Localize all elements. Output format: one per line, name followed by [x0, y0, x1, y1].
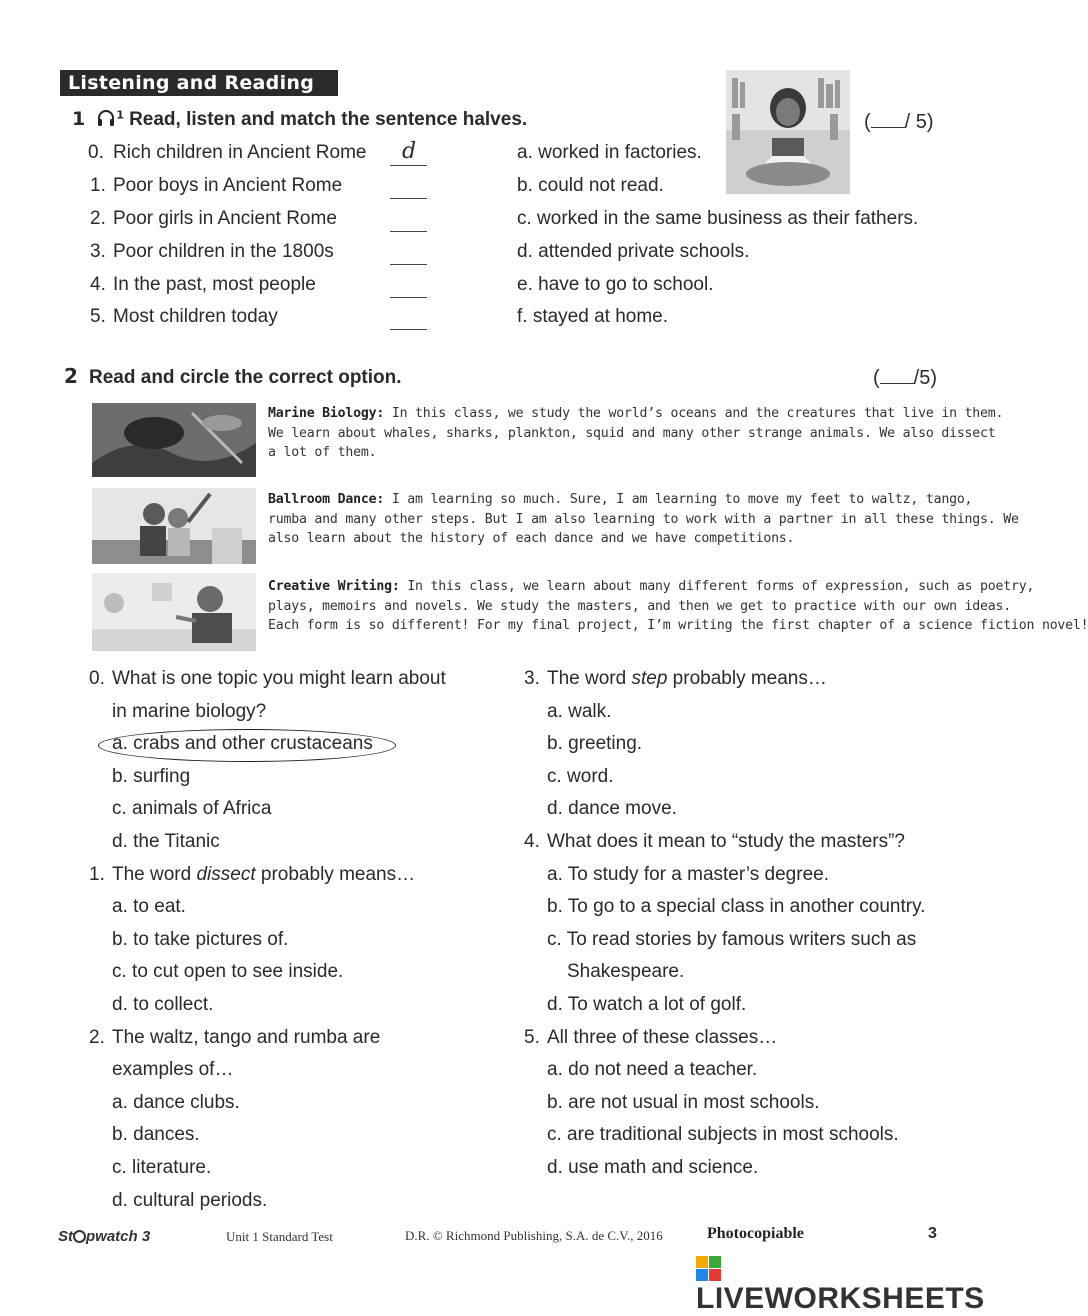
answer-option[interactable]: c. to cut open to see inside.	[112, 961, 344, 983]
match-item-left: In the past, most people	[113, 274, 316, 295]
example-answer-circle	[98, 729, 396, 762]
question-stem-text: probably means…	[255, 863, 416, 885]
audio-track-number: 1	[116, 108, 124, 122]
match-item-right: d. attended private schools.	[517, 241, 750, 262]
match-item-right: f. stayed at home.	[517, 306, 669, 327]
answer-option[interactable]: b. surfing	[112, 765, 191, 787]
question-stem: What is one topic you might learn about	[112, 668, 446, 689]
question-stem: The waltz, tango and rumba are	[112, 1026, 381, 1048]
footer-copyright: D.R. © Richmond Publishing, S.A. de C.V., 2016	[405, 1228, 663, 1243]
match-item-left: Most children today	[113, 306, 278, 327]
answer-option[interactable]: d. the Titanic	[112, 831, 220, 852]
match-item-number: 3.	[90, 241, 106, 262]
match-item-number: 1.	[90, 175, 106, 196]
match-item-number: 0.	[88, 142, 104, 163]
reading-paragraph	[268, 490, 1019, 549]
reading-text: In this class, we learn about many different forms of expression, such as poetry,	[399, 579, 1035, 594]
question-number: 2.	[89, 1026, 105, 1048]
answer-option[interactable]: d. To watch a lot of golf.	[547, 994, 747, 1015]
question-number: 5.	[524, 1026, 540, 1048]
example-answer: d	[402, 139, 417, 164]
exercise-1-heading	[72, 108, 527, 131]
question-stem: examples of…	[112, 1059, 234, 1081]
answer-option[interactable]: b. To go to a special class in another country.	[547, 896, 926, 918]
match-item-number: 2.	[90, 208, 106, 229]
reading-text: I am learning so much. Sure, I am learning to move my feet to waltz, tango,	[384, 492, 973, 507]
match-item-right: a. worked in factories.	[517, 142, 702, 163]
answer-option[interactable]: c. To read stories by famous writers such as	[547, 928, 917, 950]
answer-blank[interactable]	[390, 277, 427, 298]
answer-option[interactable]: d. dance move.	[547, 798, 677, 820]
answer-option[interactable]: Shakespeare.	[567, 961, 685, 983]
reading-line	[268, 616, 1088, 636]
reading-line	[268, 424, 996, 444]
answer-option[interactable]: a. dance clubs.	[112, 1091, 240, 1113]
question-number: 3.	[524, 668, 540, 689]
answer-option[interactable]: b. greeting.	[547, 733, 643, 755]
question-number: 4.	[524, 831, 540, 852]
stopwatch-icon	[73, 1230, 86, 1243]
answer-option[interactable]: c. word.	[547, 765, 614, 787]
stopwatch-logo: St pwatch 3	[58, 1228, 151, 1245]
score-blank[interactable]	[880, 365, 914, 384]
reading-title: Marine Biology:	[268, 406, 385, 421]
match-item-number: 5.	[90, 306, 106, 327]
answer-option[interactable]: a. To study for a master’s degree.	[547, 863, 829, 885]
answer-blank[interactable]	[390, 309, 427, 330]
question-stem: What does it mean to “study the masters”?	[547, 831, 905, 852]
student-photo	[726, 70, 850, 194]
reading-text: In this class, we study the world’s oceans and the creatures that live in them.	[384, 406, 1004, 421]
question-stem-text: The word	[547, 668, 632, 689]
score-blank[interactable]	[871, 109, 905, 128]
answer-option[interactable]: b. dances.	[112, 1124, 200, 1146]
question-stem	[112, 863, 415, 887]
exercise-2-heading	[64, 364, 402, 389]
exercise-2-score: ( /5)	[873, 367, 938, 389]
answer-option[interactable]: d. use math and science.	[547, 1157, 759, 1178]
match-item-right: c. worked in the same business as their fathers.	[517, 208, 919, 229]
reading-text: Each form is so different! For my final project, I’m writing the first chapter of a science fiction novel!	[268, 618, 1088, 633]
reading-line	[268, 510, 1019, 530]
question-stem-text: probably means…	[667, 668, 827, 689]
match-item-left: Poor boys in Ancient Rome	[113, 175, 343, 196]
creative-writing-photo	[92, 573, 256, 651]
answer-option[interactable]: d. to collect.	[112, 994, 214, 1015]
reading-title: Creative Writing:	[268, 579, 400, 594]
reading-line	[268, 443, 948, 463]
question-key-word: step	[631, 668, 668, 689]
reading-line	[268, 404, 1004, 424]
exercise-2-instruction: Read and circle the correct option.	[89, 367, 402, 388]
match-item-left: Poor girls in Ancient Rome	[113, 208, 337, 229]
question-key-word: dissect	[196, 863, 256, 885]
answer-blank[interactable]	[390, 211, 427, 232]
question-stem-text: The word	[112, 863, 197, 885]
marine-biology-photo	[92, 403, 256, 477]
section-title: Listening and Reading	[60, 70, 338, 96]
reading-text: a lot of them.	[268, 445, 377, 460]
match-item-number: 4.	[90, 274, 106, 295]
footer-photocopiable: Photocopiable	[707, 1225, 804, 1242]
exercise-1-number: 1	[72, 108, 86, 130]
liveworksheets-logo-icon	[696, 1256, 722, 1282]
example-answer-blank	[390, 139, 427, 166]
answer-blank[interactable]	[390, 244, 427, 265]
exercise-1-instruction: Read, listen and match the sentence halves.	[129, 109, 528, 130]
ballroom-dance-photo	[92, 488, 256, 564]
question-number: 0.	[89, 668, 105, 689]
answer-blank[interactable]	[390, 178, 427, 199]
reading-line	[268, 529, 948, 549]
page-number: 3	[928, 1225, 937, 1242]
reading-title: Ballroom Dance:	[268, 492, 385, 507]
answer-option[interactable]: c. are traditional subjects in most schools.	[547, 1124, 899, 1146]
answer-option[interactable]: a. crabs and other crustaceans	[112, 733, 373, 755]
match-item-right: b. could not read.	[517, 175, 664, 196]
question-stem: All three of these classes…	[547, 1026, 778, 1048]
reading-text: also learn about the history of each dance and we have competitions.	[268, 531, 795, 546]
reading-text: rumba and many other steps. But I am also learning to work with a partner in all these things. We	[268, 511, 1019, 527]
footer-unit: Unit 1 Standard Test	[226, 1229, 333, 1244]
reading-line	[268, 577, 1035, 597]
reading-line	[268, 490, 973, 510]
answer-option[interactable]: a. do not need a teacher.	[547, 1059, 758, 1081]
match-item-left: Rich children in Ancient Rome	[113, 142, 367, 163]
exercise-2-number: 2	[64, 364, 78, 388]
answer-option[interactable]: c. literature.	[112, 1157, 212, 1178]
reading-line	[268, 597, 1011, 617]
answer-option[interactable]: b. are not usual in most schools.	[547, 1091, 820, 1113]
reading-paragraph	[268, 577, 1088, 636]
answer-option[interactable]: a. walk.	[547, 700, 612, 722]
question-number: 1.	[89, 863, 105, 885]
reading-text: We learn about whales, sharks, plankton, squid and many other strange animals. We also dissect	[268, 425, 996, 441]
liveworksheets-watermark[interactable]: LIVEWORKSHEETS	[696, 1256, 1000, 1316]
reading-text: plays, memoirs and novels. We study the masters, and then we get to practice with our own ideas.	[268, 598, 1011, 614]
reading-paragraph	[268, 404, 1004, 463]
answer-option[interactable]: a. to eat.	[112, 896, 186, 918]
question-stem: in marine biology?	[112, 700, 267, 722]
headphones-icon	[96, 108, 116, 128]
match-item-right: e. have to go to school.	[517, 274, 714, 295]
exercise-1-score: ( / 5)	[864, 111, 934, 133]
answer-option[interactable]: b. to take pictures of.	[112, 928, 289, 950]
answer-option[interactable]: d. cultural periods.	[112, 1189, 268, 1211]
answer-option[interactable]: c. animals of Africa	[112, 798, 272, 820]
match-item-left: Poor children in the 1800s	[113, 241, 334, 262]
question-stem	[547, 667, 827, 691]
